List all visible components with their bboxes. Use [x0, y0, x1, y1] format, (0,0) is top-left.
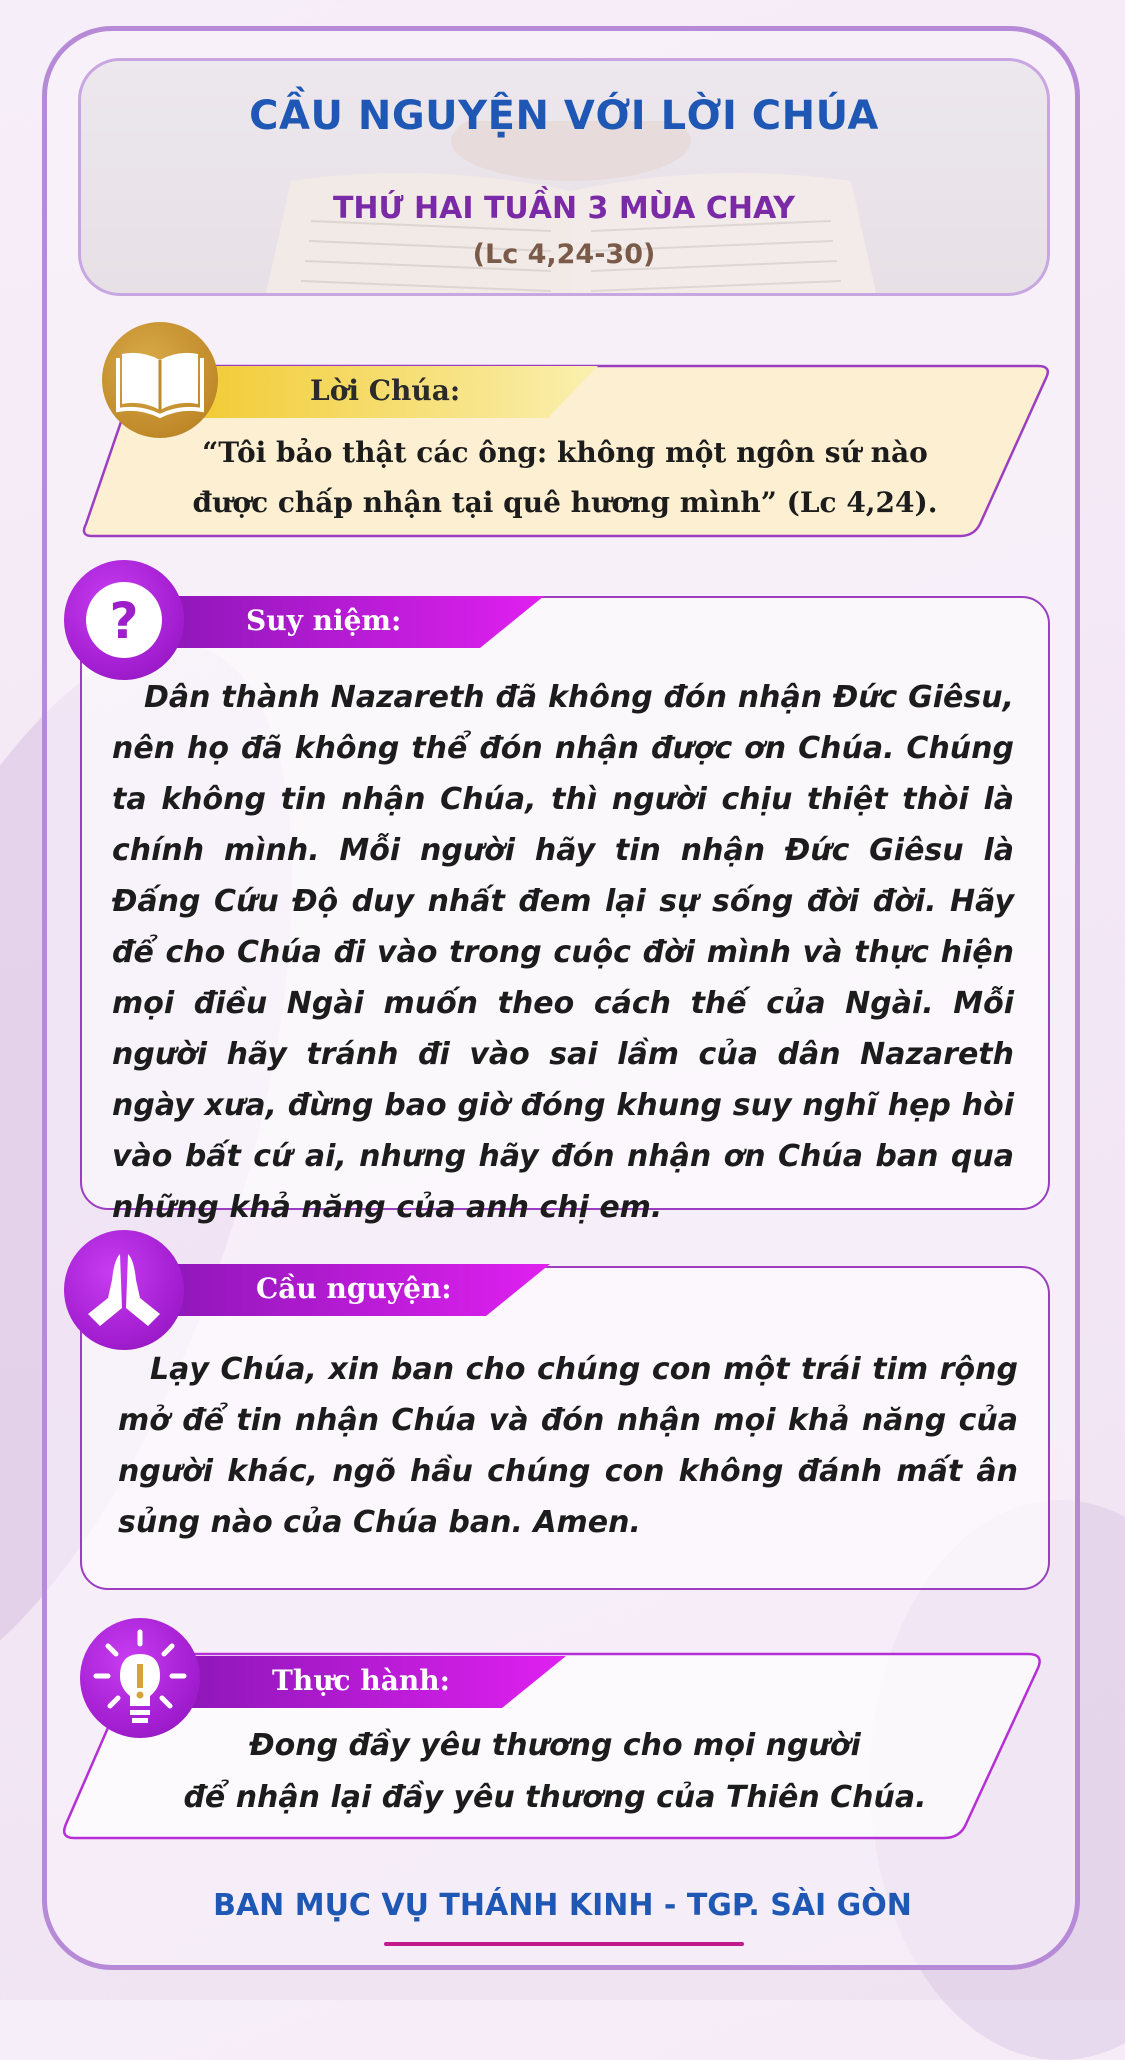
paragraph: Lạy Chúa, xin ban cho chúng con một trái tim rộng mở để tin nhận Chúa và đón nhận mọi khả năng của người khác, ngõ hầu chúng con không đánh mất ân sủng nào của Chúa ban. Amen.	[118, 1352, 1018, 1540]
cau-nguyen-label: Cầu nguyện:	[256, 1272, 452, 1305]
quote-line: được chấp nhận tại quê hương mình” (Lc 4,24).	[192, 486, 938, 519]
thuc-hanh-label: Thực hành:	[272, 1664, 450, 1697]
page-subtitle: THỨ HAI TUẦN 3 MÙA CHAY	[332, 191, 796, 226]
praying-hands-icon	[64, 1230, 184, 1350]
svg-text:?: ?	[109, 592, 139, 650]
suy-niem-label: Suy niệm:	[246, 604, 402, 637]
cau-nguyen-text	[118, 1344, 1018, 1548]
footer-text: BAN MỤC VỤ THÁNH KINH - TGP. SÀI GÒN	[213, 1888, 912, 1923]
suy-niem-text	[112, 672, 1014, 1233]
footer-divider	[384, 1942, 744, 1946]
practice-line: để nhận lại đầy yêu thương của Thiên Chúa.	[183, 1780, 927, 1815]
loi-chua-quote	[160, 428, 970, 528]
open-book-icon	[102, 322, 218, 438]
loi-chua-label: Lời Chúa:	[310, 374, 461, 407]
practice-line: Đong đầy yêu thương cho mọi người	[249, 1728, 861, 1763]
question-mark-icon	[64, 560, 184, 680]
thuc-hanh-text	[120, 1720, 990, 1824]
page-title: CẦU NGUYỆN VỚI LỜI CHÚA	[249, 93, 879, 139]
scripture-reference: (Lc 4,24-30)	[472, 239, 656, 270]
header-banner	[78, 58, 1050, 296]
quote-line: “Tôi bảo thật các ông: không một ngôn sứ nào	[202, 436, 928, 469]
paragraph: Dân thành Nazareth đã không đón nhận Đức Giêsu, nên họ đã không thể đón nhận được ơn Chúa. Chúng ta không tin nhận Chúa, thì người chịu thiệt thòi là chính mình. Mỗi người hãy tin nhận Đức Giêsu là Đấng Cứu Độ duy nhất đem lại sự sống đời đời. Hãy để cho Chúa đi vào trong cuộc đời mình và thực hiện mọi điều Ngài muốn theo cách thế của Ngài. Mỗi người hãy tránh đi vào sai lầm của dân Nazareth ngày xưa, đừng bao giờ đóng khung suy nghĩ hẹp hòi vào bất cứ ai, nhưng hãy đón nhận ơn Chúa ban qua những khả năng của anh chị em.	[112, 680, 1014, 1225]
